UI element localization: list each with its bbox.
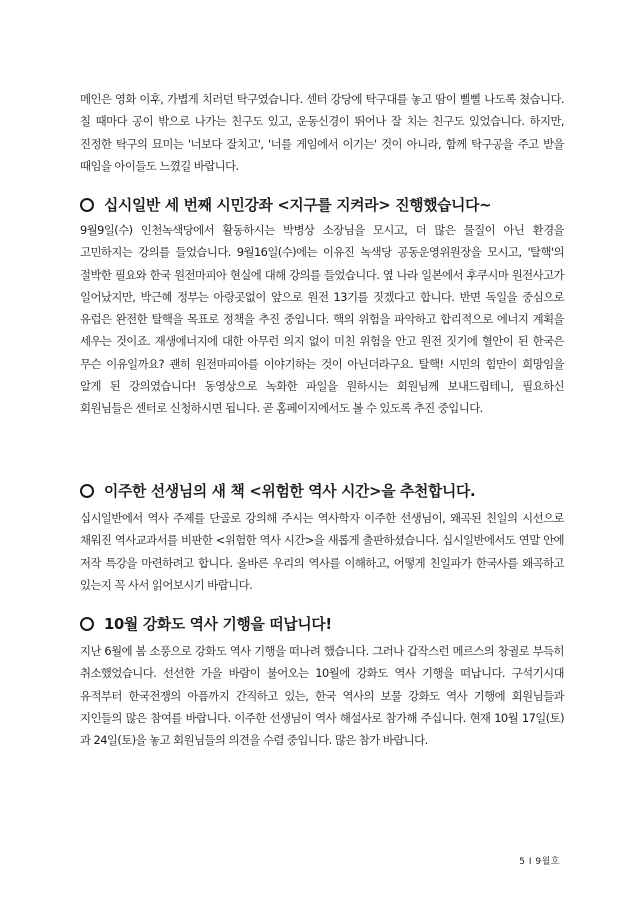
section-body-lecture: 9월9일(수) 인천녹색당에서 활동하시는 박병상 소장님을 모시고, 더 많은 물질이 아닌 환경을 고민하지는 강의를 들었습니다. 9월16일(수)에는 이유진 녹색당 공동운영위원장을 모시고, '탈핵'의 절박한 필요와 한국 원전마피아 현실에 대해 강의를 들었습니다. 옆 나라 일본에서 후쿠시마 원전사고가 일어났지만, 박근혜 정부는 아랑곳없이 앞으로 원전 13기를 짓겠다고 합니다. 반면 독일을 중심으로 유럽은 완전한 탈핵을 목표로 정책을 추진 중입니다. 핵의 위험을 파악하고 합리적으로 에너지 계획을 세우는 것이죠. 재생에너지에 대한 아무런 의지 없이 미친 위험을 안고 원전 짓기에 혈안이 된 한국은 무슨 이유일까요? 괜히 원전마피아를 이야기하는 것이 아닌더라구요. 탈핵! 시민의 힘만이 희망임을 알게 된 강의였습니다! 동영상으로 녹화한 파일을 원하시는 회원님께 보내드립테니, 필요하신 회원님들은 센터로 신청하시면 됩니다. 곧 홈페이지에서도 볼 수 있도록 추진 중입니다. <box>80 223 564 416</box>
section-heading-book <box>80 481 570 503</box>
section-heading-trip-text: 10월 강화도 역사 기행을 떠납니다! <box>104 616 332 633</box>
section-heading-trip <box>80 614 570 636</box>
intro-paragraph: 메인은 영화 이후, 가볍게 치러던 탁구였습니다. 센터 강당에 탁구대를 놓고 땀이 삘삘 나도록 쳤습니다. 칠 때마다 공이 밖으로 나가는 친구도 있고, 운동신경이 뛰어나 잘 치는 친구도 있었습니다. 하지만, 진정한 탁구의 묘미는 '너보다 잘치고', '너를 게임에서 이기는' 것이 아니라, 함께 탁구공을 주고 받을 때임을 아이들도 느꼈길 바랍니다. <box>80 92 564 173</box>
section-heading-book-text: 이주한 선생님의 새 책 <위험한 역사 시간>을 추천합니다. <box>104 483 476 500</box>
section-heading-lecture-text: 십시일반 세 번째 시민강좌 <지구를 지켜라> 진행했습니다~ <box>104 197 492 214</box>
page-footer: 5 I 9월호 <box>519 857 560 867</box>
section-body-trip: 지난 6월에 봄 소풍으로 강화도 역사 기행을 떠나려 했습니다. 그러나 갑작스런 메르스의 창궐로 부득히 취소했었습니다. 선선한 가을 바람이 불어오는 10월에 강화도 역사 기행을 떠납니다. 구석기시대 유적부터 한국전쟁의 아픔까지 간직하고 있는, 한국 역사의 보물 강화도 역사 기행에 회원님들과 지인들의 많은 참여를 바랍니다. 이주한 선생님이 역사 해설사로 참가해 주십니다. 현재 10월 17일(토) 과 24일(토)을 놓고 회원님들의 의견을 수렴 중입니다. 많은 참가 바랍니다. <box>80 644 564 748</box>
circle-bullet-icon <box>80 198 94 212</box>
section-heading-lecture <box>80 195 570 217</box>
circle-bullet-icon <box>80 617 94 631</box>
section-body-book: 십시일반에서 역사 주제를 단골로 강의해 주시는 역사학자 이주한 선생님이, 왜곡된 친일의 시선으로 채워진 역사교과서를 비판한 <위험한 역사 시간>을 새롭게 출판하셨습니다. 십시일반에서도 연말 안에 저작 특강을 마련하려고 합니다. 올바른 우리의 역사를 이해하고, 어떻게 친일파가 한국사를 왜곡하고 있는지 꼭 사서 읽어보시기 바랍니다. <box>80 511 564 592</box>
circle-bullet-icon <box>80 484 94 498</box>
